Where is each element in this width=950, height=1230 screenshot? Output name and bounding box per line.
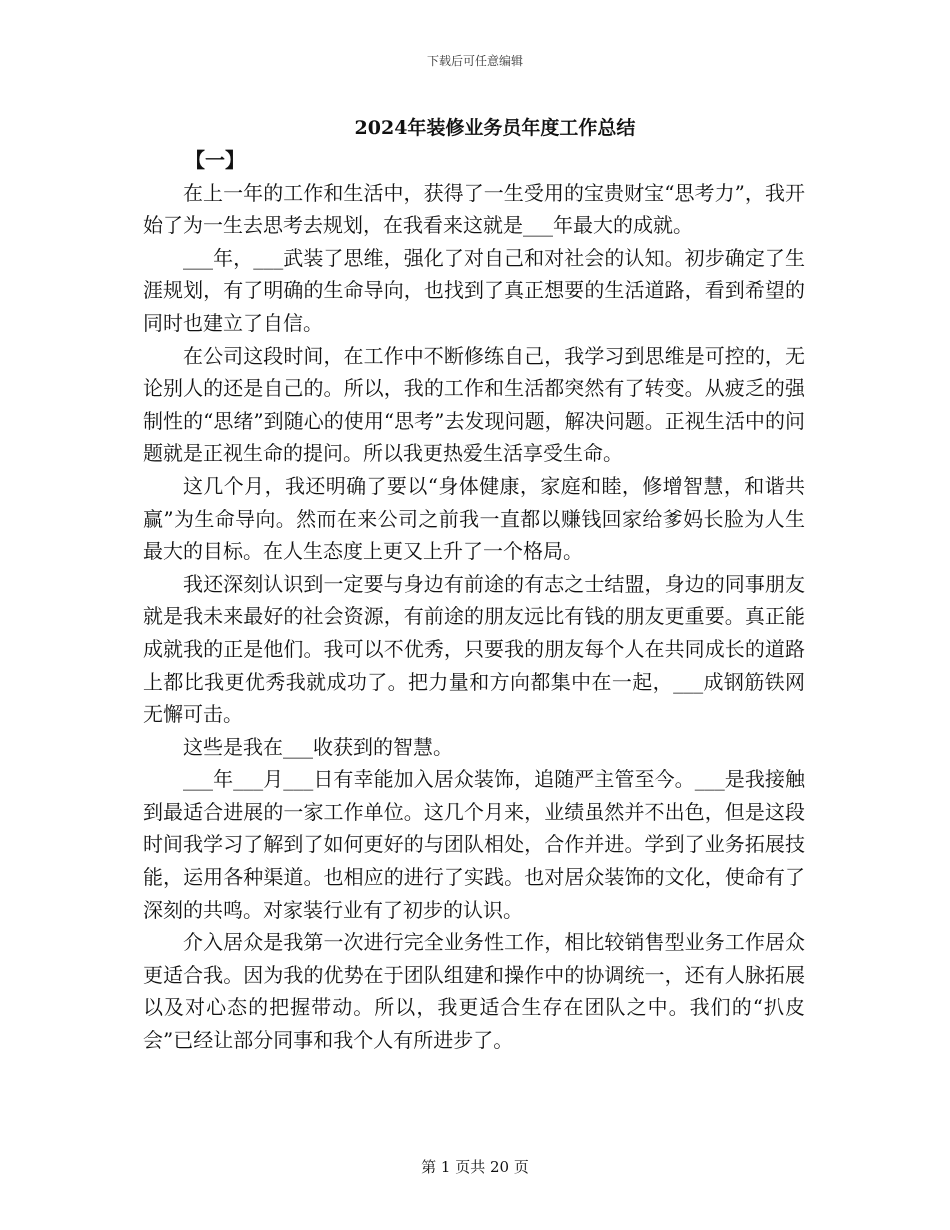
paragraph-8: 介入居众是我第一次进行完全业务性工作，相比较销售型业务工作居众更适合我。因为我的优势在于团队组建和操作中的协调统一，还有人脉拓展以及对心态的把握带动。所以，我更适合生存在团队之中。我们的“扒皮会”已经让部分同事和我个人有所进步了。	[143, 930, 805, 1053]
paragraph-4: 这几个月，我还明确了要以“身体健康，家庭和睦，修增智慧，和谐共赢”为生命导向。然而在来公司之前我一直都以赚钱回家给爹妈长脸为人生最大的目标。在人生态度上更又上升了一个格局。	[143, 473, 805, 564]
paragraph-1: 在上一年的工作和生活中，获得了一生受用的宝贵财宝“思考力”，我开始了为一生去思考去规划，在我看来这就是___年最大的成就。	[143, 180, 805, 238]
paragraph-2: ___年，___武装了思维，强化了对自己和对社会的认知。初步确定了生涯规划，有了明确的生命导向，也找到了真正想要的生活道路，看到希望的同时也建立了自信。	[143, 245, 805, 335]
paragraph-7: ___年___月___日有幸能加入居众装饰，追随严主管至今。___是我接触到最适合进展的一家工作单位。这几个月来，业绩虽然并不出色，但是这段时间我学习了解到了如何更好的与团队相处，合作并进。学到了业务拓展技能，运用各种渠道。也相应的进行了实践。也对居众装饰的文化，使命有了深刻的共鸣。对家装行业有了初步的认识。	[143, 767, 805, 922]
paragraph-3: 在公司这段时间，在工作中不断修练自己，我学习到思维是可控的，无论别人的还是自己的。所以，我的工作和生活都突然有了转变。从疲乏的强制性的“思绪”到随心的使用“思考”去发现问题，解决问题。正视生活中的问题就是正视生命的提问。所以我更热爱生活享受生命。	[143, 343, 805, 466]
paragraph-6: 这些是我在___收获到的智慧。	[183, 734, 453, 759]
page-header-note: 下载后可任意编辑	[426, 54, 523, 68]
document-body	[143, 144, 805, 1057]
page-footer: 第 1 页共 20 页	[421, 1158, 529, 1176]
paragraph-5: 我还深刻认识到一定要与身边有前途的有志之士结盟，身边的同事朋友就是我未来最好的社会资源，有前途的朋友远比有钱的朋友更重要。真正能成就我的正是他们。我可以不优秀，只要我的朋友每个人在共同成长的道路上都比我更优秀我就成功了。把力量和方向都集中在一起，___成钢筋铁网无懈可击。	[143, 571, 805, 727]
section-label: 【一】	[185, 148, 245, 172]
document-title: 2024年装修业务员年度工作总结	[354, 117, 636, 139]
